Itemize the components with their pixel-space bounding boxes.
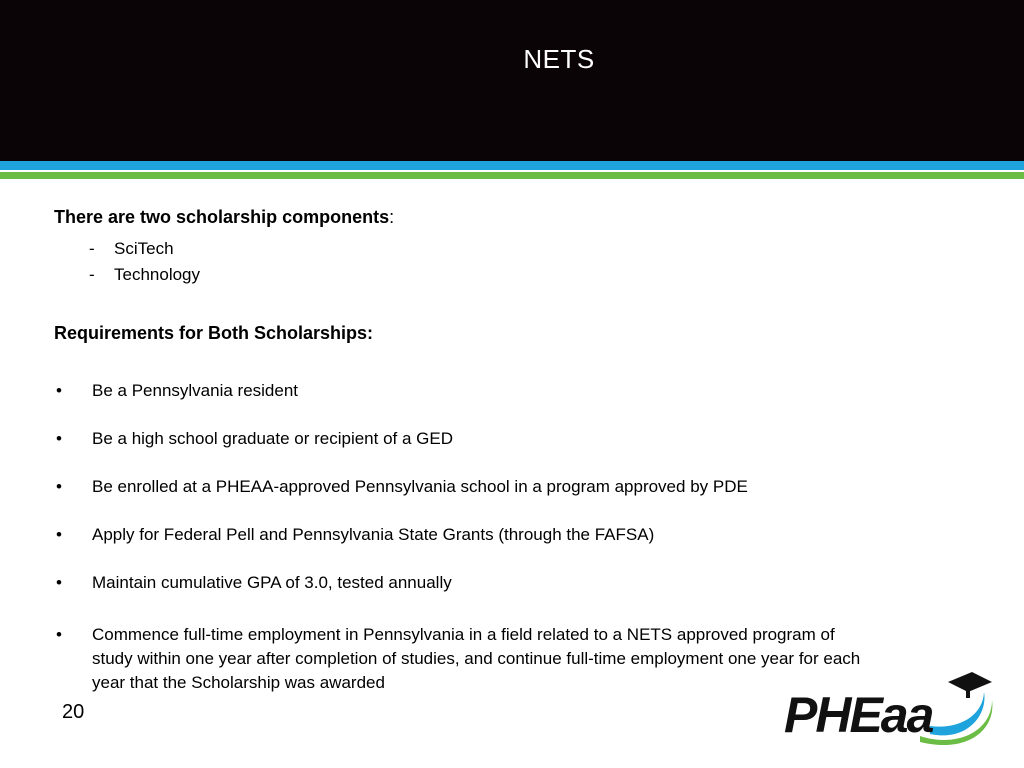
component-label: Technology [114,265,201,284]
components-heading-colon: : [389,207,395,227]
components-heading [54,207,394,228]
logo-text: PHEaa [784,687,933,743]
pheaa-logo [780,668,996,748]
requirement-text: Commence full-time employment in Pennsylvania in a field related to a NETS approved program of study within one year after completion of studies, and continue full-time employment one year for each year that the Scholarship was awarded [92,625,861,692]
dash-marker: - [89,265,95,284]
requirement-item [56,571,876,595]
requirement-text: Apply for Federal Pell and Pennsylvania State Grants (through the FAFSA) [92,525,655,544]
blue-stripe [0,161,1024,170]
requirement-text: Be a high school graduate or recipient of a GED [92,429,453,448]
bullet-marker: • [56,477,62,496]
requirement-text: Be enrolled at a PHEAA-approved Pennsylvania school in a program approved by PDE [92,477,748,496]
green-stripe [0,172,1024,179]
requirement-item [56,623,876,695]
requirement-item [56,427,876,451]
page-number: 20 [62,701,85,723]
requirement-text: Be a Pennsylvania resident [92,381,299,400]
bullet-marker: • [56,429,62,448]
bullet-marker: • [56,525,62,544]
bullet-marker: • [56,625,62,644]
dash-marker: - [89,239,95,258]
bullet-marker: • [56,381,62,400]
slide-title: NETS [523,44,595,74]
requirement-item [56,523,876,547]
component-item-scitech [89,239,174,259]
requirement-item [56,475,876,499]
component-item-technology [89,265,200,285]
components-heading-text: There are two scholarship components [54,207,390,227]
title-bar [0,0,1024,161]
requirements-heading: Requirements for Both Scholarships: [54,323,374,343]
requirement-item [56,379,876,403]
cap-tassel [966,686,970,698]
requirement-text: Maintain cumulative GPA of 3.0, tested annually [92,573,452,592]
component-label: SciTech [114,239,174,258]
logo-swoosh-blue [930,692,985,735]
bullet-marker: • [56,573,62,592]
